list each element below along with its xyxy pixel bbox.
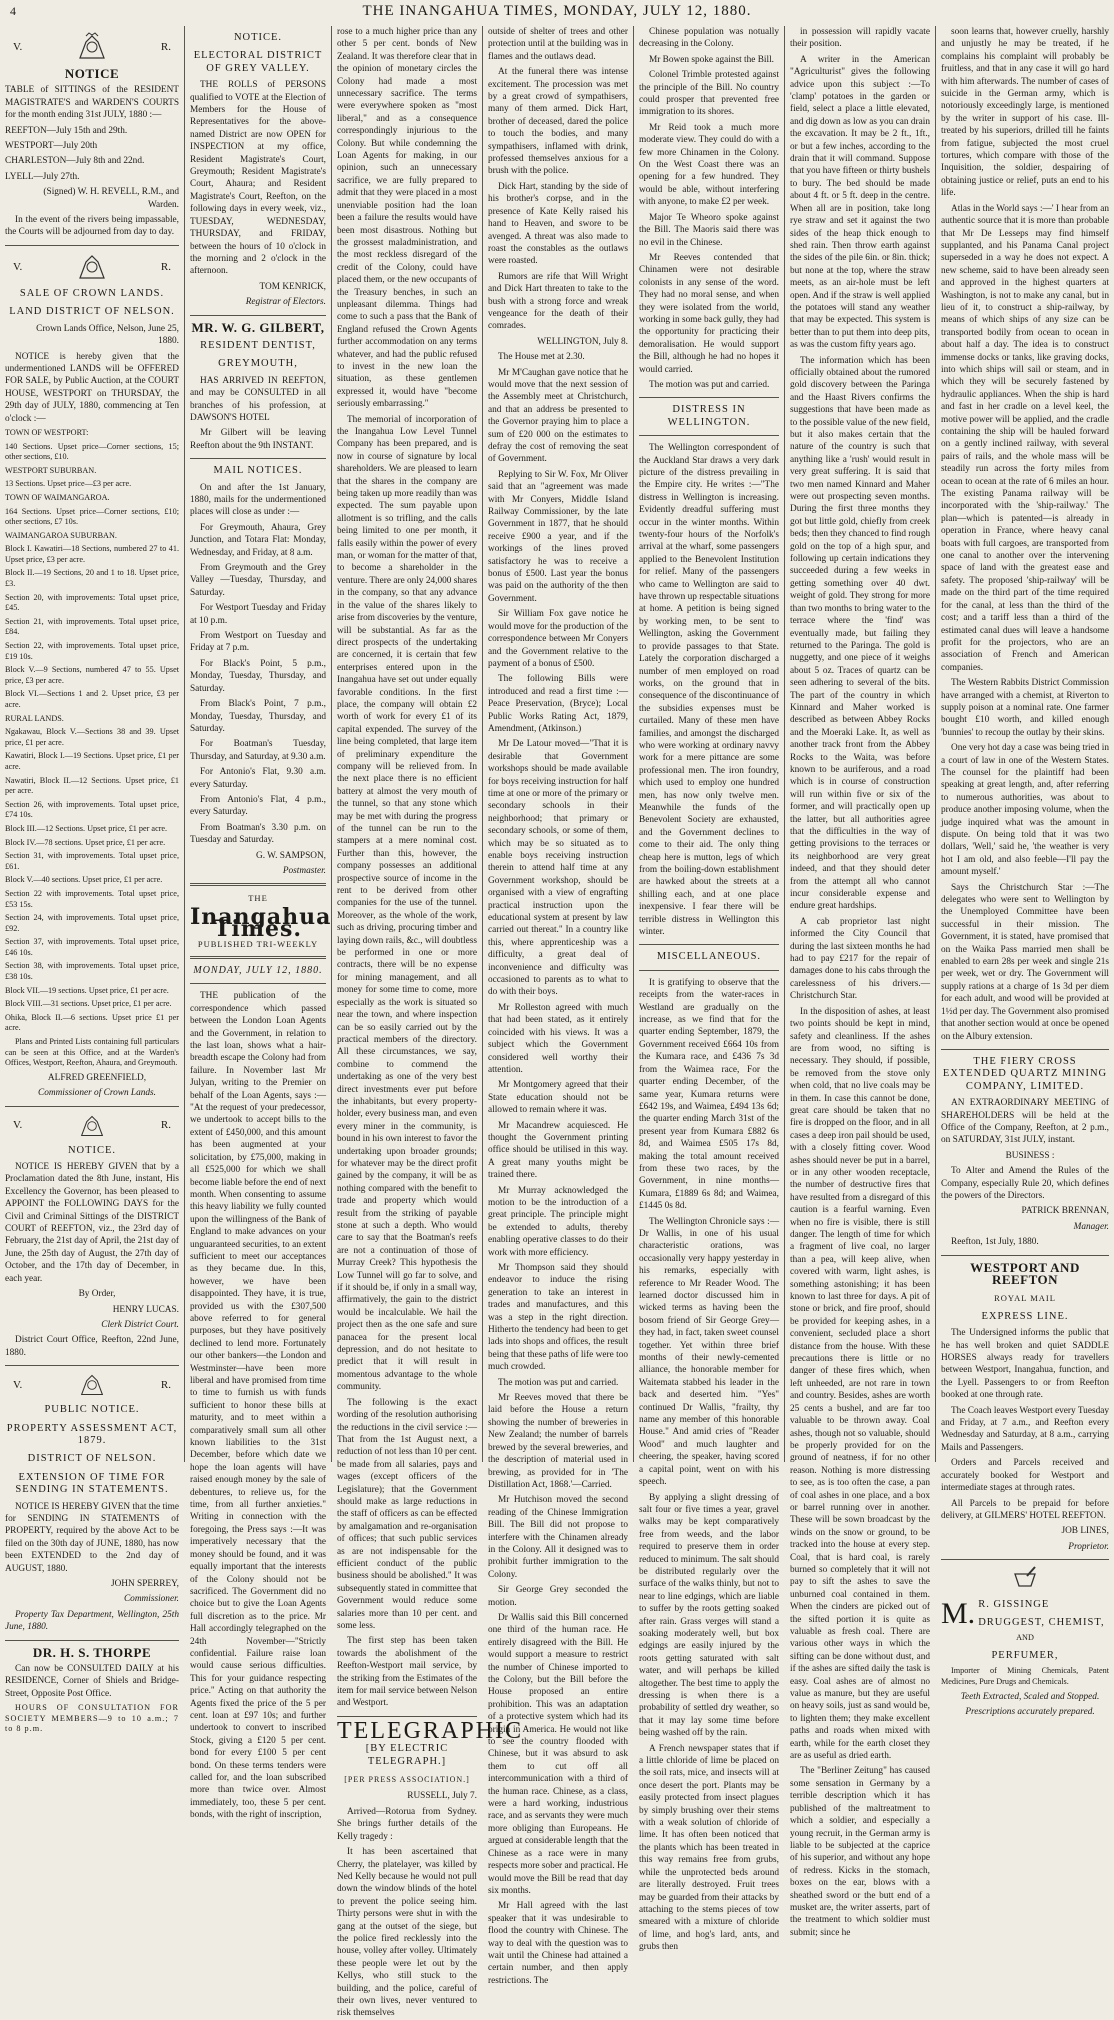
notice-sittings-body: TABLE of SITTINGS of the RESIDENT MAGISTRATE'S and WARDEN'S COURTS for the month ending 31st JULY, 1880 :— <box>5 85 179 121</box>
lot-item: Block II.—19 Sections, 20 and 1 to 18. Upset price, £3. <box>5 568 179 589</box>
public-district: DISTRICT OF NELSON. <box>27 1453 157 1465</box>
gissing-initial: M. <box>941 1596 976 1630</box>
dr-thorpe-hours: HOURS OF CONSULTATION FOR SOCIETY MEMBERS—9 to 10 a.m.; 7 to 8 p.m. <box>5 1703 179 1734</box>
col6-paragraph: In the disposition of ashes, at least two points should be kept in mind, safety and cleanliness. If the ashes are from wood, no sifting is necessary. They should, if possible, be removed from the stove only when cold, that no live coals may be in them. In case this cannot be done, great care should be taken that no fire is dropped on the floor, and in all cases a deep iron pail should be used, with a closely fitting cover. Wood ashes should never be put in a barrel, or in any other wooden receptacle, the number of destructive fires that have resulted from a disregard of this caution is a fearful warning. Even when no fire is visible, there is still danger. The length of time for which a fragment of live coal, no larger than a pea, will keep alive, when covered with warm, light ashes, is something astonishing; it has been known to last three for days. A pit of stone or brick, and fire proof, should be provided for keeping ashes, in a convenient, secluded place a short distance from the house. With these precautions there is little or no danger of these fires which, when left unheeded, are not rare in town and country. Besides, ashes are worth 25 cents a bushel, and are far too valuable to be thrown away. Coal ashes, though not so valuable, should be properly provided for on the ground of neatness, if for no other reason. Nothing is more distressing to see, as is too often the case, a pan of coal ashes in one place, and a box or barrel running over in another. These will be sown broadcast by the winds on the snow or ground, to be tracked into the house at every step. Coal, that is hard coal, is rarely burned so completely that it will not pay to sift the ashes to save the unburned coal contained in them. When the cinders are picked out of the sifted portion it is quite as valuable as fresh coal. There are various other ways in which the sifting can be done without dust, and if the ashes are sifted daily the task is easy. Coal ashes are of almost no value as manure, but they are useful on heavy soils, just as sand would be, to lighten them; they make excellent paths and roads when mixed with earth, while for the earth closet they are as useful as dried earth. <box>790 1006 930 1762</box>
col6-paragraph: A cab proprietor last night informed the City Council that during the last sixteen months he had had to pay £217 for the repair of damages done to his cabs through the carelessness of his drivers.—Christchurch Star. <box>790 916 930 1002</box>
crest-r-2: R. <box>160 260 171 273</box>
lot-item: Section 38, with improvements. Total upset price, £38 10s. <box>5 961 179 982</box>
col2-notice-heading: NOTICE. <box>233 32 283 43</box>
gissing-perfumer: PERFUMER, <box>991 1649 1059 1661</box>
express-sign: JOB LINES, <box>1061 1526 1109 1537</box>
electoral-heading: ELECTORAL DISTRICT OF GREY VALLEY. <box>193 50 323 74</box>
notice-foot: In the event of the rivers being impassable, the Courts will be adjourned from day to day. <box>5 215 179 238</box>
notice-heading: NOTICE <box>64 66 120 81</box>
sitting-item: REEFTON—July 15th and 29th. <box>5 125 128 136</box>
wellington-paragraph: Mr De Latour moved—"That it is desirable that Government workshops should be made available for boys receiving instruction for half time at one or more of the primary or secondary schools in their neighborhood; that primary or secondary schools, or some of them, which may be so situated as to enable boys receiving instruction therein to attend half time at any Government workshop, should be organised with a view of engrafting practical instruction upon the educational system at present by law carried out thereat." In a country like this, where apprenticeship was a difficulty, a great deal of inconvenience and difficulty was occasioned to parents as to what to do with their boys. <box>488 739 628 998</box>
royal-crest <box>13 32 171 62</box>
nameplate-the: THE <box>248 893 268 904</box>
public-extension: EXTENSION OF TIME FOR SENDING IN STATEMENTS. <box>15 1471 169 1496</box>
lot-item: Block VII.—19 sections. Upset price, £1 per acre. <box>5 985 169 995</box>
mortar-pestle-icon <box>941 1566 1109 1592</box>
gilbert-body: HAS ARRIVED IN REEFTON, and may be CONSULTED in all branches of his profession, at DAWSON'S HOTEL <box>190 375 326 423</box>
lot-item: Block VIII.—31 sections. Upset price, £1 per acre. <box>5 999 172 1009</box>
notice2-sign: HENRY LUCAS. <box>112 1304 179 1315</box>
col3-paragraph: The following is the exact wording of the resolution authorising the reductions in the civil service :—That from the 1st August next, a reduction of not less than 10 per cent. be made from all salaries, pays and wages (except officers of the Legislature); that the Government should make as large reductions in the staff of officers as can be effected by amalgamation and re-organisation of offices; that such public services as are not indispensable for the efficient conduct of the public business should be abolished." It was subsequently stated in committee that Government would reduce some salaries more than 10 per cent. and some less. <box>337 1397 477 1631</box>
lot-item: TOWN OF WAIMANGAROA. <box>5 492 110 502</box>
fiery-business-text: To Alter and Amend the Rules of the Company, especially Rule 20, which defines the powers of the Directors. <box>941 1166 1109 1201</box>
sale-office: Crown Lands Office, Nelson, June 25, 1880. <box>36 323 179 347</box>
misc-paragraphs <box>639 977 779 1954</box>
col5-paragraph: Major Te Wheoro spoke against the Bill. The Maoris said there was no evil in the Chinese. <box>639 212 779 248</box>
express-paragraph: Orders and Parcels received and accurately booked for Westport and intermediate stages at through rates. <box>941 1458 1109 1494</box>
royal-crest-4 <box>13 1372 171 1398</box>
express-sign-title: Proprietor. <box>1068 1541 1109 1552</box>
telegraphic-heading: TELEGRAPHIC <box>337 1717 523 1744</box>
gilbert-place: GREYMOUTH, <box>218 358 298 370</box>
lot-item: Block V.—9 Sections, numbered 47 to 55. Upset price, £3 per acre. <box>5 665 179 685</box>
editorial-paragraph: THE publication of the correspondence which passed between the London Loan Agents and the Government, in relation to the last loan, shows what a hair-breadth escape the Colony had from failure. In November last Mr Julyan, writing to the Premier on behalf of the Loan Agents, says :— "At the request of your predecessor, we undertook to accept bills to the extent of £450,000, and this amount has been augmented at your solicitation, by £75,000, making in all £525,000 for which we shall become liable before the end of next month. When consenting to assume this heavy liability we fully counted upon the willingness of the Bank of England to make advances on your unguaranteed securities, to an extent sufficient to meet our acceptances as they became due. In this, however, we have been disappointed. They have, it is true, provided us with the £307,500 above referred to for general purposes, but they have positively declined to lend more. Fortunately our other bankers—the London and Westminster—have been more liberal and have promised from time to time to furnish us with funds sufficient to honor these bills at maturity, and to meet within a comparatively small sum all other known liabilities to the 31st December, before which date we hope the loan agents will have raised enough money by the sale of debentures, to relieve us, for the time, from all further anxieties." Writing in connection with the foregoing, the Press says :—It was imperatively necessary that the money should be found, and it was equally important that the interests of the Colony should not be sacrificed. The Government did no choice but to give the Loan Agents full discretion as to the price. Mr Hall accordingly telegraphed on the 24th November—"Strictly confidential. Failure raise loan would cause serious difficulties. This for your guidance respecting price." Acting on that authority the Agents fixed the price of the 5 per cent. loan at £97 10s; and further undertook to convert to inscribed Stock, giving a £120 5 per cent. bond for every £100 5 per cent bond. On these terms tenders were called for, and the loan subscribed more than twice over. Almost immediately, too, these 5 per cent. bonds, with the right of inscription, <box>190 991 326 1821</box>
crest-r-3: R. <box>160 1119 171 1132</box>
col5-paragraph: Mr Bowen spoke against the Bill. <box>649 54 774 65</box>
royal-arms-icon <box>74 1372 110 1398</box>
col7-paragraph: Says the Christchurch Star :—The delegates who were sent to Wellington by the Unemployed Committee have been successful in their mission. The Government, it is stated, have promised that on the Waika Pass married men shall be enabled to earn 28s per week and single 21s per week, wet or dry. The Government will supply rations at a charge of 1s 3d per diem for each adult, and wood will be provided at 1½d per day. The Government also promised that another section would at once be opened on the Albury extension. <box>941 882 1109 1042</box>
gilbert-foot: Mr Gilbert will be leaving Reefton about the 9th INSTANT. <box>190 428 326 451</box>
sale-heading: SALE OF CROWN LANDS. <box>19 287 165 299</box>
electoral-sign: TOM KENRICK, <box>259 281 326 292</box>
notice2-body: NOTICE IS HEREBY GIVEN that by a Proclamation dated the 8th June, instant, His Excellency the Governor, has been pleased to APPOINT the FOLLOWING DAYS for the Civil and Criminal Sittings of the DISTRICT COURT of REEFTON, viz., the 23rd day of February, the 21st day of April, the 21st day of June, the 25th day of August, the 27th day of October, and the 17th day of December, in each year. <box>5 1162 179 1284</box>
fiery-sign-title: Manager. <box>1073 1221 1109 1232</box>
col5-paragraph: Colonel Trimble protested against the principle of the Bill. No country could prosper that prevented free immigration to its shores. <box>639 70 779 118</box>
telegraph-assoc: [PER PRESS ASSOCIATION.] <box>344 1775 470 1785</box>
royal-arms-icon <box>74 1113 110 1139</box>
crest-v-3: V. <box>13 1119 23 1132</box>
wellington-paragraph: The motion was put and carried. <box>498 1377 619 1388</box>
gissing-title: DRUGGEST, CHEMIST, <box>978 1616 1105 1628</box>
mail-body: On and after the 1st January, 1880, mails for the undermentioned places will close as under :— <box>190 482 326 518</box>
mail-sign-title: Postmaster. <box>282 865 326 876</box>
col5-paragraphs <box>639 26 779 391</box>
notice2-order: By Order, <box>78 1289 116 1300</box>
col5-paragraph: Mr Reeves contended that Chinamen were not desirable colonists in any sense of the word. They had no moral sense, and when they were isolated from the world, working in some back gully, they had the opportunity for practicing their demoralisation. He would support the Bill, although he had no hopes it would carried. <box>639 252 779 375</box>
lot-item: Block I. Kawatiri—18 Sections, numbered 27 to 41. Upset price, £3 per acre. <box>5 544 179 564</box>
distress-heading: DISTRESS IN WELLINGTON. <box>667 404 751 428</box>
gissing-teeth: Teeth Extracted, Scaled and Stopped. <box>960 1691 1100 1702</box>
misc-paragraph: A French newspaper states that if a little chloride of lime be placed on the soil rats, mice, and insects will at once desert the port. Plants may be easily protected from insect plagues by simply brushing over their stems with a weak solution of chloride of lime. It has often been noticed that the plants which has been treated in this way remains free from grubs, while the unprotected beds around are literally destroyed. Fruit trees may be guarded from their attacks by attaching to the stems pieces of tow smeared with a mixture of chloride of lime, and hog's lard, ants, and grubs then <box>639 1743 779 1953</box>
sale-sign-title: Commissioner of Crown Lands. <box>38 1088 156 1099</box>
masthead-title: THE INANGAHUA TIMES, MONDAY, JULY 12, 1880. <box>362 3 752 19</box>
wellington-paragraph: Mr M'Caughan gave notice that he would move that the next session of the Assembly meet at Christchurch, and that an address be presented to the Governor praying him to place a sum of £20 000 on the estimates to defray the cost of removing the seat of Government. <box>488 367 628 465</box>
col7-paragraphs <box>941 26 1109 1043</box>
gilbert-heading: MR. W. G. GILBERT, <box>191 319 325 335</box>
wellington-paragraph: Mr Hutchison moved the second reading of the Chinese Immigration Bill. The Bill did not propose to interfere with the Chinamen already in the Colony. All it designed was to prohibit further immigration to the Colony. <box>488 1495 628 1580</box>
electoral-body: THE ROLLS of PERSONS qualified to VOTE at the Election of Members for the House of Representatives for the above-named District are now OPEN for INSPECTION at my office, Resident Magistrate's Court, Greymouth; Resident Magistrate's Court, Ahaura; and Resident Magistrate's Court, Reefton, on the following days in every week, viz., TUESDAY, WEDNESDAY, THURSDAY, and FRIDAY, between the hours of 10 o'clock in the morning and 2 o'clock in the afternoon. <box>190 80 326 277</box>
fiery-business: BUSINESS : <box>1005 1150 1055 1161</box>
lot-item: Section 26, with improvements. Total upset price, £74 10s. <box>5 799 179 820</box>
public-place: Property Tax Department, Wellington, 25th June, 1880. <box>5 1609 179 1633</box>
col3-paragraph: rose to a much higher price than any other 5 per cent. bonds of New Zealand. It was therefore clear that in the opinion of monetary circles the Colony had made a most unnecessary sacrifice. The terms were everywhere spoken as "most liberal," and as a consequence correspondingly injurious to the Colony. But while condemning the Loan Agents for making, in our opinion, such an unnecessary sacrifice, we are fully prepared to admit that they were placed in a most unenviable position had the loan been a failure the results would have been most disastrous. Nothing but the grossest maladministration, and the most reckless disregard of the credit of the Colony, could have placed them, or the new occupants of the Treasury benches, in such an unpleasant dilemma. Things had come to such a pass that the Bank of England refused the Crown Agents further accommodation on any terms whatever, and had the public refused to invest in the new loan the situation, as these gentlemen expressed it, would have "become seriously embarrassing." <box>337 27 477 410</box>
col5-paragraph: Mr Reid took a much more moderate view. They could do with a few more Chinamen in the Colony. On the West Coast there was an opening for a few hundred. They would be able, without interfering with anyone, to make £2 per week. <box>639 122 779 208</box>
wellington-paragraph: Sir George Grey seconded the motion. <box>488 1585 628 1608</box>
russell-dateline: RUSSELL, July 7. <box>407 1791 477 1802</box>
wellington-paragraph: Mr Hall agreed with the last speaker that it was undesirable to flood the country with Chinese. The way to deal with the question was to wait until the Chinese had attained a certain number, and then apply restrictions. The <box>488 1901 628 1986</box>
misc-paragraph: It is gratifying to observe that the receipts from the water-races in Westland are gradually on the increase, as we find that for the quarter ending September, 1879, the Government received £664 10s from the Kumara race, and £436 7s 3d from the Waimea race, For the quarter ending December, of the same year, Kumara returns were £642 19s, and Waimea, £494 13s 6d; the quarter ending March 31st of the present year from Kumara £882 6s 8d, and Waimea £505 17s 8d, making the total amount received from these two races, by the Government, in nine months—Kumara, £1889 6s 8d; and Waimea, £1445 0s 8d. <box>639 977 779 1212</box>
public-act: PROPERTY ASSESSMENT ACT, 1879. <box>6 1422 178 1446</box>
lots-list <box>5 428 179 1034</box>
misc-paragraph: The Wellington Chronicle says :—Dr Wallis, in one of his usual characteristic orations, was occasionally very happy yesterday in his remarks, especially with reference to Mr Reader Wood. The learned doctor discussed him in wicked terms as having been the bosom friend of Sir George Grey—they had, in fact, taken sweet counsel together. Yet within three brief months of their newly-cemented alliance, the honorable member for Waitemata stabbed his leader in the back and deserted him. "Yes" continued Dr Wallis, "frailty, thy name any member of this honorable House." And amid cries of "Reader Wood" and much laughter and cheering, the speaker, having scored a capital point, went on with his speech. <box>639 1216 779 1488</box>
wellington-paragraph: Mr Rolleston agreed with much that had been stated, as it entirely coincided with his views. It was a subject which the Government considered well worthy their attention. <box>488 1002 628 1075</box>
lot-item: Block IV.—78 sections. Upset price, £1 per acre. <box>5 837 166 847</box>
notice2-heading: NOTICE. <box>67 1144 117 1156</box>
electoral-sign-title: Registrar of Electors. <box>245 297 326 308</box>
col4-paragraph: Dick Hart, standing by the side of his brother's corpse, and in the presence of Kate Kelly raised his hand to Heaven, and swore to be avenged. A threat was also made to roast the constables as the outlaws were roasted. <box>488 181 628 267</box>
crest-v-2: V. <box>13 260 23 273</box>
crest-v-4: V. <box>13 1378 23 1391</box>
col4-paragraph: Rumors are rife that Will Wright and Dick Hart threaten to take to the bush with a strong force and wreak vengeance for the death of their comrades. <box>488 271 628 332</box>
sitting-item: LYELL—July 27th. <box>5 171 80 182</box>
sale-plans: Plans and Printed Lists containing full particulars can be seen at this Office, and at the Warden's Offices, Westport, Reefton, Ahaura, and Greymouth. <box>5 1037 179 1068</box>
express-line: EXPRESS LINE. <box>981 1310 1069 1322</box>
wellington-paragraph: Mr Murray acknowledged the motion to be the introduction of a great principle. The principle might be extended to adults, thereby enabling operative classes to do their work with more efficiency. <box>488 1185 628 1258</box>
crest-v: V. <box>13 40 23 53</box>
lot-item: TOWN OF WESTPORT: <box>5 427 89 437</box>
express-paragraph: All Parcels to be prepaid for before delivery, at GILMERS' HOTEL REEFTON. <box>941 1498 1109 1521</box>
wellington-paragraph: Replying to Sir W. Fox, Mr Oliver said that an "agreement was made with Mr Conyers, Middle Island Railway Commissioner, by the late Government in 1877, that he should receive £900 a year, and if the workings of the lines proved satisfactory he was to receive a bonus of £500. Last year the bonus was paid on the authority of the then Government. <box>488 469 628 604</box>
royal-arms-icon <box>72 32 112 62</box>
column-6 <box>785 26 935 1938</box>
sittings-list <box>5 125 179 184</box>
gissing-and: AND <box>1016 1633 1034 1643</box>
public-sign: JOHN SPERREY, <box>110 1579 179 1589</box>
col7-paragraph: soon learns that, however cruelly, harshly and unjustly he may be treated, if he complains his complaint will probably be fruitless, and that in any case it will go hard with him afterwards. The number of cases of suicide in the German army, which is notoriously exceedingly large, is mentioned by the writer in support of his case. Ill-treated by his superiors, drilled till he faints from fatigue, subjected the most cruel tortures, which compare with those of the Inquisition, the soldier, despairing of obtaining justice or relief, puts an end to his life. <box>941 27 1109 199</box>
sale-district: LAND DISTRICT OF NELSON. <box>9 306 175 318</box>
col6-paragraph: in possession will rapidly vacate their position. <box>790 27 930 50</box>
mail-item: For Boatman's Tuesday, Thursday, and Saturday, at 9.30 a.m. <box>190 739 326 762</box>
col7-paragraph: The Western Rabbits District Commission have arranged with a chemist, at Riverton to supply poison at a nominal rate. One farmer bought £10 worth, and killed enough 'bunnies' to recoup the outlay by their skins. <box>941 678 1109 738</box>
telegraph-by: [BY ELECTRIC TELEGRAPH.] <box>365 1743 449 1767</box>
telegraph-paragraph: Arrived—Rotorua from Sydney. She brings further details of the Kelly tragedy : <box>337 1806 477 1842</box>
mail-item: From Antonio's Flat, 4 p.m., every Saturday. <box>190 794 326 818</box>
lot-item: Section 24, with improvements. Total upset price, £92. <box>5 913 179 933</box>
crest-r: R. <box>160 40 171 53</box>
notice2-sign-title: Clerk District Court. <box>101 1319 179 1330</box>
column-5 <box>634 26 784 1953</box>
col6-paragraph: A writer in the American "Agriculturist" gives the following advice upon this subject :—To 'clamp' potatoes in the garden or field, select a place a little elevated, and dig down as low as you can drain the excavation. It may be 2 ft., 1ft., or but a few inches, according to the drain that it will command. Suppose that you have fifteen or thirty bushels to bury. The bed should be made about 4 ft. or 5 ft. deep in the centre. When all are in position, take long rye straw and set it against the two sides of the heap thick enough to shed rain. Then throw earth against the sides of the pile 6in. or 8in. thick; but none at the top, where the straw meets, as an air-hole must be left open. And if the straw is well applied the potatoes will stand any weather that may be expected. This system is better than to put them into deep pits, as was the custom fifty years ago. <box>790 54 930 351</box>
public-body: NOTICE IS HEREBY GIVEN that the time for SENDING IN STATEMENTS of PROPERTY, required by the above Act to be filed on the 30th day of JUNE, 1880, has now been EXTENDED to the 2nd day of AUGUST, 1880. <box>5 1501 179 1574</box>
wellington-paragraph: Dr Wallis said this Bill concerned one third of the human race. He entirely disagreed with the Bill. He would support a measure to restrict the number of Chinese imported to the Colony, but the Bill before the House proposed an entire prohibition. This was an adaptation of a protective system which had its origin in America. He would not like to see the country flooded with Chinese, but it was absurd to ask them to cut off all intercommunication with a third of the human race. Chinese, as a class, were a hard working, industrious race, and as servants they were much more obliging than Europeans. He argued at considerable length that the Chinese as a race were in many respects more sober and practical. He would move the Bill be read that day six months. <box>488 1612 628 1896</box>
gilbert-sub: RESIDENT DENTIST, <box>200 339 316 351</box>
lot-item: Section 21, with improvements. Total upset price, £84. <box>5 616 179 637</box>
lot-item: Ohika, Block II.—6 sections. Upset price £1 per acre. <box>5 1012 179 1033</box>
col4-paragraph: At the funeral there was intense excitement. The procession was met by a great crowd of sympathisers, many of them armed. Dick Hart, brother of deceased, dared the police to touch the bodies, and many sympathisers, inflamed with drink, professed themselves anxious for a brush with the police. <box>488 67 628 177</box>
mail-sign: G. W. SAMPSON, <box>255 850 326 861</box>
misc-paragraph: By applying a slight dressing of salt four or five times a year, gravel walks may be kept comparatively free from weeds, and the labor required to preserve them in order reduced to minimum. The salt should be distributed regularly over the surface of the walks thinly, but not to near to line edgings, which are liable to suffer by the roots getting soaked after rain. Grass verges will stand a soaking moderately well, but box edgings are easily injured by the roots getting saturated with salt water, and will perhaps be killed altogether. The best time to apply the dressing is when there is a probability of settled dry weather, so that it may lay some time before being washed off by the rain. <box>639 1492 779 1739</box>
mail-item: From Westport on Tuesday and Friday at 7 p.m. <box>190 631 326 654</box>
dr-thorpe-heading: DR. H. S. THORPE <box>32 1644 152 1660</box>
lot-item: Ngakawau, Block V.—Sections 38 and 39. Upset price, £1 per acre. <box>5 727 179 747</box>
fiery-sign: PATRICK BRENNAN, <box>1021 1206 1109 1217</box>
page-number: 4 <box>10 4 17 18</box>
col7-paragraph: One very hot day a case was being tried in a court of law in one of the Western States. The counsel for the plaintiff had been speaking at great length, and, after referring to numerous authorities, was about to produce another imposing volume, when the judge inquired what was the amount in dispute. On being told that it was two dollars, 'Well,' said he, 'the weather is very hot I am old, and also feeble—I'll pay the amount myself.' <box>941 743 1109 878</box>
col5-paragraph: The motion was put and carried. <box>649 379 770 390</box>
lot-item: 164 Sections. Upset price—Corner sections, £10; other sections, £7 10s. <box>5 506 179 527</box>
column-2 <box>185 26 332 1821</box>
fiery-cross-body: AN EXTRAORDINARY MEETING of SHAREHOLDERS will be held at the Office of the Company, Reefton, at 2 p.m., on SATURDAY, 31st JULY, instant. <box>941 1098 1109 1146</box>
express-paragraph: The Undersigned informs the public that he has well broken and quiet SADDLE HORSES always ready for travellers between Westport, Inangahua, function, and the Lyell. Passengers to or from Reefton booked at one through rate. <box>941 1328 1109 1401</box>
dr-thorpe-body: Can now be CONSULTED DAILY at his RESIDENCE, Corner of Shiels and Bridge-Street, Opposite Post Office. <box>5 1664 179 1699</box>
express-paragraphs <box>941 1327 1109 1522</box>
lot-item: Block III.—12 Sections. Upset price, £1 per acre. <box>5 823 168 833</box>
column-3 <box>332 26 523 2019</box>
wellington-paragraph: The House met at 2.30. <box>498 352 585 363</box>
dateline: MONDAY, JULY 12, 1880. <box>193 965 323 976</box>
notice2-place: District Court Office, Reefton, 22nd June, 1880. <box>5 1335 179 1358</box>
lot-item: Block V.—40 sections. Upset price, £1 per acre. <box>5 875 163 885</box>
crest-r-4: R. <box>160 1378 171 1391</box>
fiery-cross-heading: THE FIERY CROSS EXTENDED QUARTZ MINING COMPANY, LIMITED. <box>942 1055 1108 1092</box>
express-paragraph: The Coach leaves Westport every Tuesday and Friday, at 7 a.m., and Reefton every Wednesday and Saturday, at 8 a.m., carrying Mails and Passengers. <box>941 1405 1109 1453</box>
col7-paragraph: Atlas in the World says :—' I hear from an authentic source that it is more than probable that Mr De Lesseps may find himself supplanted, and his Panama Canal project superseded in a way he does not expect. A new scheme, said to have been already seen and approved in the highest quarters at Washington, is not to make any canal, but in lieu of it, to construct a ship-railway, by means of which ships of any size can be transported bodily from ocean to ocean in about half a day. The idea is to construct immense docks or tanks, like graving docks, into which ships will sail or steam, and in which they will be securely fastened by hydraulic appliances. When the ship is hard and fast in her cradle on a level keel, the motive power will be applied, and the cradle containing the ship will be hauled forward on a gently inclined railway, with several pairs of rails, and the whole mass will be steadily run across the forty miles from ocean to ocean at the rate of 6 miles an hour. The existing Panama railway will be incorporated with the 'ship-railway.' The plan—which is patented—is already in operation in France, where heavy canal boats with full cargoes, are transported from one canal to another over the intervening space of land with the greatest ease and safety. The proposed 'ship-railway' will be made on the third part of the time required for the canal, at less than the third of the cost; and a tariff less than a third of the estimated canal dues will leave a handsome profit for the projectors, who are an association of French and American companies. <box>941 203 1109 673</box>
lot-item: Section 20, with improvements: Total upset price, £45. <box>5 592 179 613</box>
wellington-paragraph: Sir William Fox gave notice he would move for the production of the correspondence between Mr Conyers and the Government relative to the payment of a bonus of £500. <box>488 609 628 669</box>
mail-item: For Black's Point, 5 p.m., Monday, Tuesday, Thursday, and Saturday. <box>190 658 326 694</box>
mail-item: From Black's Point, 7 p.m., Monday, Tuesday, Thursday, and Saturday. <box>190 699 326 734</box>
royal-crest-3 <box>13 1113 171 1139</box>
lot-item: Section 22, with improvements. Total upset price, £19 10s. <box>5 641 179 661</box>
royal-arms-icon <box>72 252 112 282</box>
lot-item: Nawatiri, Block II.—12 Sections. Upset price, £1 per acre. <box>5 775 179 796</box>
mail-item: For Greymouth, Ahaura, Grey Junction, and Totara Flat: Monday, Wednesday, and Friday, at 8 a.m. <box>190 522 326 558</box>
lot-item: Block VI.—Sections 1 and 2. Upset price, £3 per acre. <box>5 689 179 709</box>
lot-item: WAIMANGAROA SUBURBAN. <box>5 530 117 540</box>
sale-sign: ALFRED GREENFIELD, <box>47 1072 147 1083</box>
lot-item: 140 Sections. Upset price—Corner sections, 15; other sections, £10. <box>5 441 179 462</box>
mail-item: For Antonio's Flat, 9.30 a.m. every Saturday. <box>190 767 326 790</box>
col3-paragraph: The memorial of incorporation of the Inangahua Low Level Tunnel Company has been prepared, and is now in course of signature by local shareholders. We are pleased to learn that the shares in the company are being taken up more readily than was expected. The sum payable upon allotment is so trifling, and the calls being limited to one per month, it falls easily within the power of every man, or woman for the matter of that, to become a shareholder in the venture. There are only 24,000 shares in the company, so that any advance in the value of the shares likely to arise from discoveries by the venture, will be substantial. As far as the direct prospects of the undertaking are concerned, it is certain that few enterprises entered upon in the Inangahua have set out under equally favorable conditions. In the first place, the company will obtain £2 worth of work for every £1 of its capital expended. The survey of the line being completed, that large item of preliminary expenditure the company will be relieved from. In the next place there is no efficient battery at almost the very mouth of the tunnel, so that any stone which may be met with during the progress of the tunnel can be run to the stampers at a mere nominal cost. Further than this, however, the company possesses an additional prospective source of income in the rent to be derived from other companies for the use of the tunnel. Moreover, as the whole of the work, such as driving, procuring timber and laying down rails, &c., will doubtless be performed in one or more contracts, there will be no expense for mining management, and all money for some time to come, more especially as the work is situated so near the town, and where inspection can be so easily carried out by the practical members of the directory. All these circumstances, we say, combine to commend the undertaking as one of the very best direct investments ever put before the inhabitants, but every property-holder, every business man, and even every miner in the community, is bound in his own interest to favor the undertaking upon broader grounds; for whatever may be the direct profit gained by the company, it will be as nothing compared with the benefit to trade and property which would result from the striking of payable stone at such a depth. Who would care to say that the Boatman's reefs are not a continuation of those of Murray Creek? This hypothesis the Low Tunnel will go far to solve, and if it should be, if only in a small way, affirmatively, the gain to the district would be incalculable. We hail the project then as the one safe and sure panacea for the present local depression, and do not hesitate to predict that it will result in momentous advantage to the whole community. <box>337 414 478 1393</box>
wellington-paragraph: Mr Thompson said they should endeavor to induce the rising generation to take an interest in trades and manufactures, and this was a step in the right direction. Hitherto the tendency had been to get lads into shops and offices, the result being that these paths of life were too much crowded. <box>488 1263 628 1373</box>
fiery-date: Reefton, 1st July, 1880. <box>951 1237 1039 1248</box>
column-4 <box>483 26 633 1986</box>
col5-paragraph: Chinese population was notually decreasing in the Colony. <box>639 27 779 50</box>
mail-item: From Boatman's 3.30 p.m. on Tuesday and Saturday. <box>190 822 326 846</box>
lot-item: Kawatiri, Block I.—19 Sections. Upset price, £1 per acre. <box>5 751 179 771</box>
mail-heading: MAIL NOTICES. <box>213 465 303 477</box>
lot-item: Section 22 with improvements. Total upset price, £53 15s. <box>5 888 179 909</box>
misc-heading: MISCELLANEOUS. <box>656 951 762 963</box>
col6-paragraphs <box>790 26 930 1939</box>
express-sub: ROYAL MAIL <box>994 1293 1056 1304</box>
col6-paragraph: The "Berliner Zeitung" has caused some sensation in Germany by a terrible description which it has published of the maltreatment to which a soldier, and especially a young recruit, in the German army is liable to be subjected at the caprice of his superior, and without any hope of redress. Kicks in the stomach, boxes on the ear, blows with a sheathed sword or the butt end of a musket are, the writer asserts, part of the treatment to which soldier must submit; since he <box>790 1766 930 1938</box>
col6-paragraph: The information which has been officially obtained about the rumored gold discovery between the Paringa and the Haast Rivers confirms the suggestions that have been made as to the possible value of the new field, but it also makes certain that the nature of the country is such that anything like a 'rush' would result in very great suffering. It is said that two men named Kinnard and Maher were out prospecting seven months. During the first three months they got but little gold, chiefly from creek beds; then they chanced to find rough gold on the top of a high spur, and following up certain indications they succeeded during a few weeks in getting something over 40 dwt. weight of gold. They strong for more than two months to bring water to the terrace where the 'find' was eventually made, but failing they returned to the Paringa. The gold is nuggetty, and one piece of it weighs about 5 oz. Traces of quartz can be seen adhering to several of the bits. The part of the country in which Kinnard and Maher worked is described as between Abbey Rocks and the Moeraki Lake. It, as well as another track front from the Abbey Rocks to the Waita, was before known to be auriferous, and a road which is in course of construction will run within five or six of the former, and will practically open up the latter, but all authorities agree that the difficulties in the way of getting provisions to the terraces or its neighborhood are very great indeed, and that they should deter from the attempt all who cannot incur considerable expense and endure great hardships. <box>790 355 930 912</box>
column-7 <box>936 26 1114 1717</box>
mail-item: From Greymouth and the Grey Valley —Tuesday, Thursday, and Saturday. <box>190 563 326 598</box>
gissing-body: Importer of Mining Chemicals, Patent Medicines, Pure Drugs and Chemicals. <box>941 1666 1109 1686</box>
public-notice-heading: PUBLIC NOTICE. <box>44 1404 140 1416</box>
sitting-item: WESTPORT—July 20th <box>5 141 98 152</box>
sitting-item: CHARLESTON—July 8th and 22nd. <box>5 156 145 167</box>
lot-item: Section 37, with improvements. Total upset price, £46 10s. <box>5 937 179 957</box>
royal-crest-2 <box>13 252 171 282</box>
masthead <box>0 0 1114 22</box>
wellington-paragraph: Mr Montgomery agreed that their State education should not be allowed to remain where it was. <box>488 1080 628 1116</box>
wellington-paragraph: The following Bills were introduced and read a first time :—Peace Preservation, (Bryce); Local Public Works Rating Act, 1879, Amendment, (Atkinson.) <box>488 674 628 734</box>
express-heading: WESTPORT AND REEFTON <box>970 1259 1080 1287</box>
wellington-paragraph: Mr Macandrew acquiesced. He thought the Government printing office should be utilised in this way. A great many youths might be trained there. <box>488 1120 628 1181</box>
wellington-paragraphs <box>488 351 628 1987</box>
col4-paragraph: outside of shelter of trees and other protection until at the building was in flames and the outlaws dead. <box>488 27 628 62</box>
telegraph-paragraph: It has been ascertained that Cherry, the platelayer, was killed by Ned Kelly because he would not pull down the window blinds of the hotel to prevent the police seeing him. Thirty persons were shut in with the gang at the outset of the siege, but the police fired recklessly into the house, volley after volley. Ultimately these people were let out by the Kellys, who still stuck to the building, and the police, careful of their own lives, never ventured to risk themselves <box>337 1847 477 2019</box>
mail-list <box>190 522 326 847</box>
wellington-dateline: WELLINGTON, July 8. <box>537 336 628 347</box>
lot-item: WESTPORT SUBURBAN. <box>5 465 97 475</box>
public-sign-title: Commissioner. <box>123 1594 179 1605</box>
gissing-name: R. GISSINGE <box>978 1598 1050 1610</box>
mail-item: For Westport Tuesday and Friday at 10 p.m. <box>190 603 326 626</box>
lot-item: 13 Sections. Upset price—£3 per acre. <box>5 479 132 489</box>
gissing-prescriptions: Prescriptions accurately prepared. <box>965 1706 1095 1717</box>
published-line: PUBLISHED TRI-WEEKLY <box>197 938 319 949</box>
lot-item: RURAL LANDS. <box>5 713 64 723</box>
wellington-paragraph: Mr Reeves moved that there be laid before the House a return showing the number of breweries in New Zealand; the number of barrels brewed by the several breweries, and the description of material used in brewing, as provided for in 'The Distillation Act, 1868.'—Carried. <box>488 1393 628 1490</box>
lot-item: Section 31, with improvements. Total upset price, £61. <box>5 851 179 871</box>
column-1 <box>0 26 184 1734</box>
sale-body: NOTICE is hereby given that the undermentioned LANDS will be OFFERED FOR SALE, by Public Auction, at the COURT HOUSE, WESTPORT on THURSDAY, the 29th day of JULY, 1880, commencing at Ten o'clock :— <box>5 351 179 424</box>
notice-signed: (Signed) W. H. REVELL, R.M., and Warden. <box>43 187 179 210</box>
col3-paragraph: The first step has been taken towards the abolishment of the Reefton-Westport mail service, by the striking from the Estimates of the item for mail service between Nelson and Westport. <box>337 1636 477 1709</box>
distress-paragraph: The Wellington correspondent of the Auckland Star draws a very dark picture of the distress prevailing in the Empire city. He writes :—"The distress in Wellington is increasing. Evidently dreadful suffering must occur in the winter months. Within twenty-four hours of the Norfolk's arrival at the wharf, some passengers applied to the Benevolent Institution for relief. Many of the passengers who came to Wellington are said to have thrown up respectable situations at home. A petition is being signed by working men, to be sent to Wellington, asking the Government to provide passages to that State. Lately the corporation discharged a number of men employed on road works, on the ground that in consequence of the discontinuance of the subsidies expenses must be curtailed. Many of these men have families, and amongst the discharged who were working at ordinary navvy work for a mere pittance are some professional men. The iron foundry, which used to employ one hundred men, has now only twelve men. Meanwhile the funds of the Benevolent Society are exhausted, and the Government declines to come to their aid. The only thing cheap here is mutton, legs of which from the boiling-down establishment are hawked about the streets at a shilling each, and at one place inexpensive. I fear there will be terrible distress in Wellington this winter. <box>639 443 779 938</box>
nameplate: Inangahua Times. <box>190 903 332 943</box>
